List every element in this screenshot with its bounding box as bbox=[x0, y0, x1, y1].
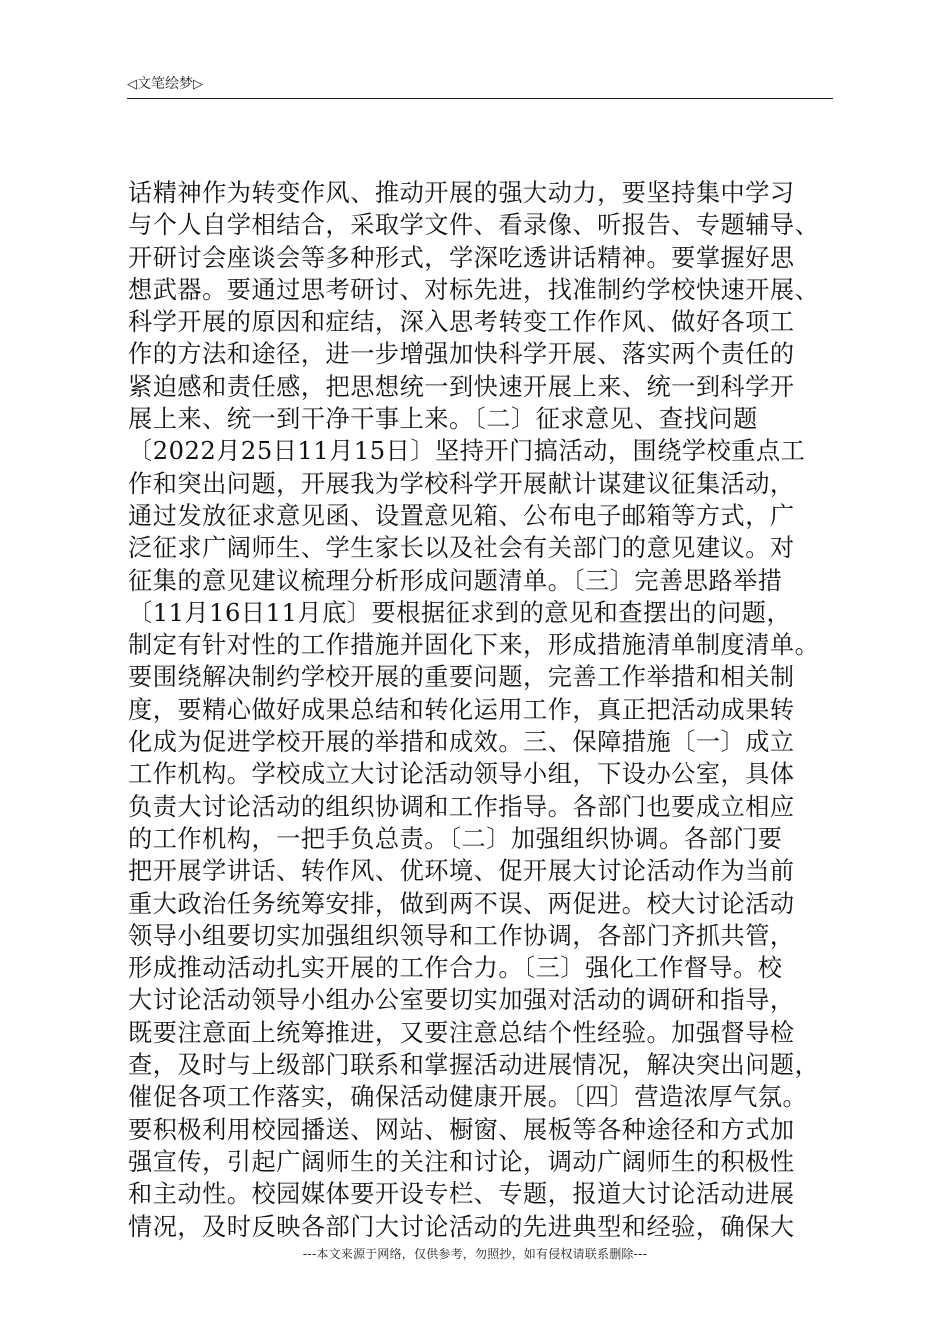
body-line: 查，及时与上级部门联系和掌握活动进展情况，解决突出问题， bbox=[128, 1051, 820, 1080]
body-line: 展上来、统一到干净干事上来。〔二〕征求意见、查找问题 bbox=[128, 405, 758, 434]
body-line: 〔11月16日11月底〕要根据征求到的意见和查摆出的问题， bbox=[128, 598, 792, 627]
body-line: 要围绕解决制约学校开展的重要问题，完善工作举措和相关制 bbox=[128, 663, 795, 692]
body-line: 把开展学讲话、转作风、优环境、促开展大讨论活动作为当前 bbox=[128, 857, 795, 886]
body-line: 作和突出问题，开展我为学校科学开展献计谋建议征集活动， bbox=[128, 469, 795, 498]
body-line: 化成为促进学校开展的举措和成效。三、保障措施〔一〕成立 bbox=[128, 728, 795, 757]
left-triangle-icon: ◁ bbox=[127, 77, 137, 92]
body-line: 和主动性。校园媒体要开设专栏、专题，报道大讨论活动进展 bbox=[128, 1180, 795, 1209]
body-line: 催促各项工作落实，确保活动健康开展。〔四〕营造浓厚气氛。 bbox=[128, 1083, 808, 1112]
body-line: 与个人自学相结合，采取学文件、看录像、听报告、专题辅导、 bbox=[128, 211, 820, 240]
body-line: 征集的意见建议梳理分析形成问题清单。〔三〕完善思路举措 bbox=[128, 566, 783, 595]
body-line: 领导小组要切实加强组织领导和工作协调，各部门齐抓共管， bbox=[128, 921, 795, 950]
body-line: 通过发放征求意见函、设置意见箱、公布电子邮箱等方式，广 bbox=[128, 501, 795, 530]
document-body bbox=[128, 177, 840, 1243]
body-line: 工作机构。学校成立大讨论活动领导小组，下设办公室，具体 bbox=[128, 760, 795, 789]
body-line: 的工作机构，一把手负总责。〔二〕加强组织协调。各部门要 bbox=[128, 824, 783, 853]
page-header bbox=[127, 74, 833, 99]
body-line: 要积极利用校园播送、网站、橱窗、展板等各种途径和方式加 bbox=[128, 1115, 795, 1144]
body-line: 〔2022月25日11月15日〕坚持开门搞活动，围绕学校重点工 bbox=[128, 437, 806, 466]
page-footer: ---本文来源于网络，仅供参考，勿照抄，如有侵权请联系删除--- bbox=[302, 1247, 648, 1261]
body-line: 负责大讨论活动的组织协调和工作指导。各部门也要成立相应 bbox=[128, 792, 795, 821]
body-line: 形成推动活动扎实开展的工作合力。〔三〕强化工作督导。校 bbox=[128, 954, 783, 983]
body-line: 开研讨会座谈会等多种形式，学深吃透讲话精神。要掌握好思 bbox=[128, 243, 795, 272]
body-line: 重大政治任务统筹安排，做到两不误、两促进。校大讨论活动 bbox=[128, 889, 795, 918]
body-line: 制定有针对性的工作措施并固化下来，形成措施清单制度清单。 bbox=[128, 631, 820, 660]
body-line: 既要注意面上统筹推进，又要注意总结个性经验。加强督导检 bbox=[128, 1018, 795, 1047]
body-line: 紧迫感和责任感，把思想统一到快速开展上来、统一到科学开 bbox=[128, 372, 795, 401]
body-line: 情况，及时反映各部门大讨论活动的先进典型和经验，确保大 bbox=[128, 1212, 795, 1241]
body-line: 科学开展的原因和症结，深入思考转变工作作风、做好各项工 bbox=[128, 308, 795, 337]
right-triangle-icon: ▷ bbox=[193, 77, 203, 92]
body-line: 泛征求广阔师生、学生家长以及社会有关部门的意见建议。对 bbox=[128, 534, 795, 563]
body-line: 强宣传，引起广阔师生的关注和讨论，调动广阔师生的积极性 bbox=[128, 1147, 795, 1176]
header-title: 文笔绘梦 bbox=[137, 76, 193, 92]
body-line: 大讨论活动领导小组办公室要切实加强对活动的调研和指导， bbox=[128, 986, 795, 1015]
body-line: 作的方法和途径，进一步增强加快科学开展、落实两个责任的 bbox=[128, 340, 795, 369]
body-line: 度，要精心做好成果总结和转化运用工作，真正把活动成果转 bbox=[128, 695, 795, 724]
body-line: 想武器。要通过思考研讨、对标先进，找准制约学校快速开展、 bbox=[128, 275, 820, 304]
body-line: 话精神作为转变作风、推动开展的强大动力，要坚持集中学习 bbox=[128, 179, 795, 207]
